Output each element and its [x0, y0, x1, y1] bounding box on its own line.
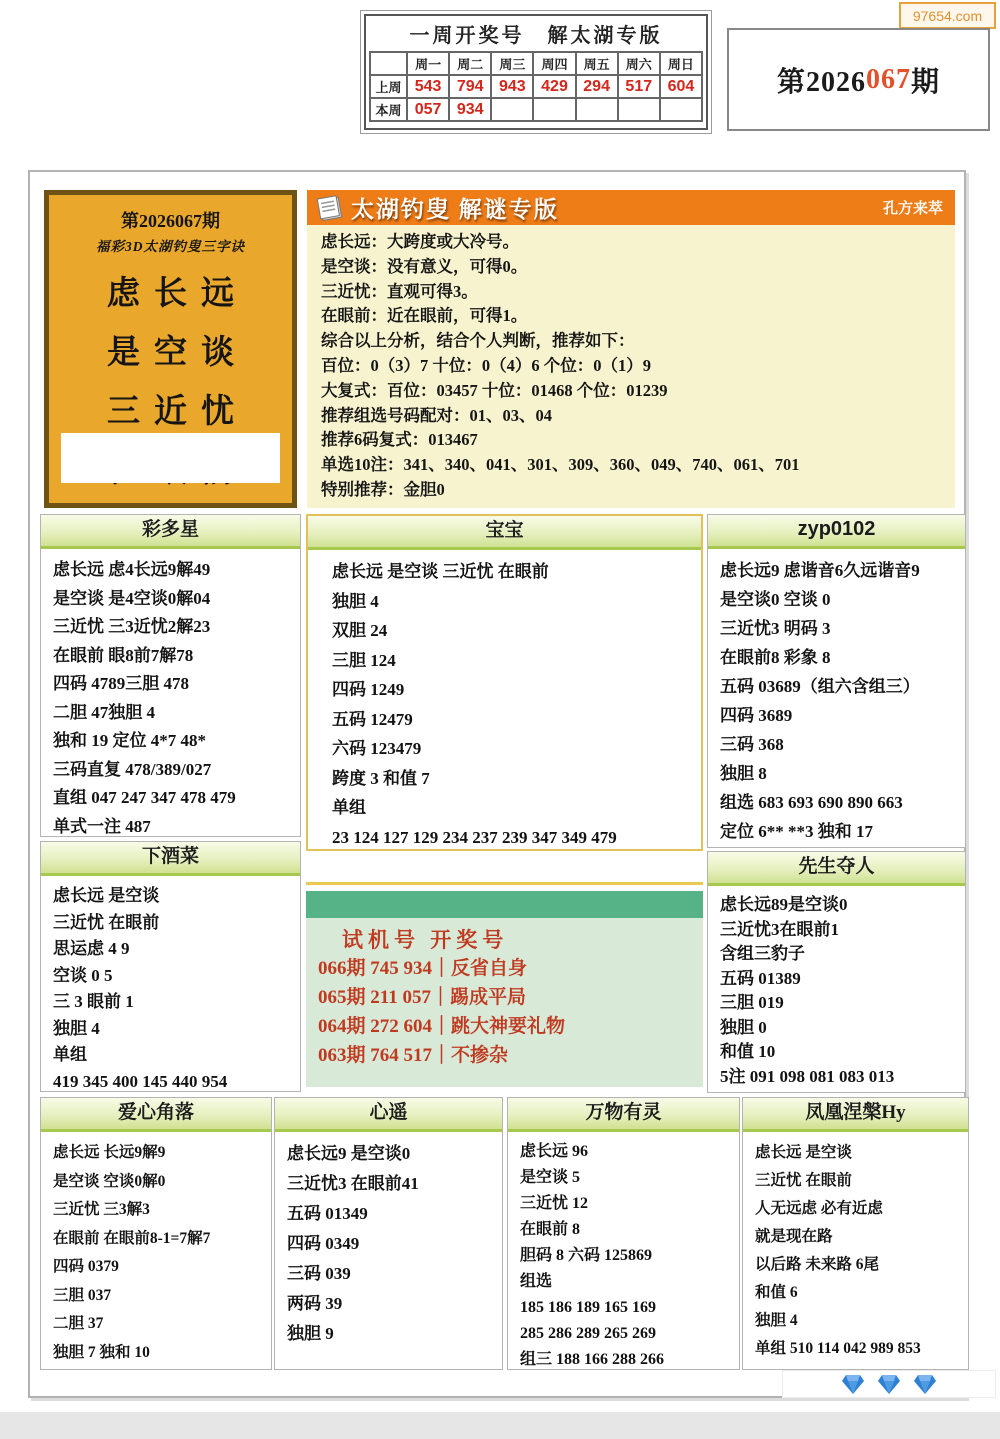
section-title: 宝宝	[308, 516, 701, 550]
section-body	[41, 549, 300, 837]
section-body	[508, 1132, 739, 1370]
tip-line: 独胆 8	[720, 764, 767, 783]
tip-line: 三近忧 三3近忧2解23	[53, 617, 211, 636]
section-caiduoxing	[40, 514, 301, 837]
section-aixin	[40, 1097, 272, 1370]
golden-issue-title: 第2026067期	[121, 211, 220, 231]
section-title: 万物有灵	[508, 1098, 739, 1132]
section-title: zyp0102	[708, 515, 965, 549]
blank-white-area	[61, 433, 280, 483]
tip-line: 五码 03689（组六含组三）	[720, 677, 920, 696]
draw-number: 934	[449, 98, 491, 121]
draw-number	[491, 98, 533, 121]
section-body	[308, 550, 701, 851]
tip-line: 双胆 24	[332, 621, 388, 640]
tip-line: 是空谈 5	[520, 1169, 581, 1186]
tip-line: 胆码 8 六码 125869	[520, 1247, 653, 1264]
tip-line: 虑长远 是空谈	[755, 1144, 852, 1161]
tip-line: 独胆 9	[287, 1324, 334, 1343]
tip-line: 直组 047 247 347 478 479	[53, 788, 236, 807]
analysis-line: 特别推荐：金胆0	[321, 479, 445, 499]
table-row-lastweek	[370, 75, 702, 98]
section-title: 凤凰涅槃Hy	[743, 1098, 968, 1132]
tip-line: 五码 12479	[332, 709, 413, 729]
poem-line: 是空谈	[107, 335, 248, 371]
day-header: 周日	[660, 52, 702, 75]
analysis-line: 推荐组选号码配对：01、03、04	[321, 405, 552, 425]
tip-line: 在眼前8 彩象 8	[720, 648, 831, 667]
analysis-line: 虑长远：大跨度或大冷号。	[321, 232, 519, 251]
tip-line: 虑长远9 虑谐音6久远谐音9	[720, 561, 920, 580]
tip-line: 虑长远89是空谈0	[720, 895, 848, 914]
row-label: 本周	[370, 98, 407, 121]
tip-line: 三近忧3在眼前1	[720, 919, 839, 939]
tip-line: 三码 368	[720, 735, 784, 754]
bottom-gray-strip	[0, 1412, 1000, 1439]
section-title: 心遥	[275, 1098, 502, 1132]
tip-line: 是空谈 是4空谈0解04	[53, 588, 211, 608]
history-row: 063期 764 517｜不掺杂	[318, 1045, 509, 1066]
section-body	[275, 1132, 502, 1349]
section-title: 先生夺人	[708, 852, 965, 886]
draw-number	[618, 98, 660, 121]
tip-line: 三胆 037	[53, 1286, 112, 1304]
tip-line: 独胆 4	[53, 1018, 100, 1038]
tip-line: 虑长远 是空谈	[53, 886, 160, 905]
weekly-panel-title: 一周开奖号 解太湖专版	[409, 25, 663, 47]
tip-line: 虑长远 96	[520, 1143, 589, 1160]
day-header: 周一	[407, 52, 449, 75]
tip-line: 三近忧 在眼前	[53, 912, 160, 932]
table-row-thisweek	[370, 98, 702, 121]
tip-line: 独胆 4	[755, 1312, 798, 1329]
tip-line: 虑长远 是空谈 三近忧 在眼前	[332, 562, 549, 581]
history-box-header-bar	[306, 891, 703, 918]
tip-line: 组三 188 166 288 266	[520, 1351, 665, 1368]
tip-line: 二胆 47独胆 4	[53, 702, 155, 722]
tip-line: 虑长远9 是空谈0	[287, 1144, 411, 1163]
gem-icon	[914, 1375, 936, 1394]
analysis-line: 单选10注：341、340、041、301、309、360、049、740、061、701	[321, 455, 800, 475]
section-baobao	[306, 514, 703, 851]
history-row: 065期 211 057｜踢成平局	[318, 987, 526, 1008]
tip-line: 跨度 3 和值 7	[332, 768, 430, 788]
weekly-numbers-panel	[360, 10, 712, 134]
tip-line: 独胆 4	[332, 591, 379, 611]
section-title: 彩多星	[41, 515, 300, 549]
tip-line: 在眼前 眼8前7解78	[53, 645, 194, 665]
analysis-line: 三近忧：直观可得3。	[321, 281, 478, 301]
golden-poem-box	[44, 190, 297, 508]
tip-line: 单组	[53, 1045, 87, 1064]
day-header: 周五	[576, 52, 618, 75]
analysis-line: 百位：0（3）7 十位：0（4）6 个位：0（1）9	[321, 355, 651, 375]
analysis-line: 在眼前：近在眼前，可得1。	[321, 306, 528, 326]
gem-icon	[878, 1375, 900, 1394]
tip-line: 三码 039	[287, 1264, 351, 1283]
section-xinyao	[274, 1097, 503, 1370]
draw-number: 429	[533, 75, 575, 98]
draw-number	[533, 98, 575, 121]
tip-line: 三近忧 12	[520, 1195, 589, 1212]
draw-number: 604	[660, 75, 702, 98]
history-row: 066期 745 934｜反省自身	[318, 958, 528, 979]
tip-line: 三近忧 在眼前	[755, 1172, 852, 1189]
tip-line: 五码 01389	[720, 968, 801, 988]
tip-line: 单式一注 487	[53, 816, 151, 836]
tip-line: 在眼前 在眼前8-1=7解7	[53, 1229, 211, 1247]
section-body	[708, 549, 965, 846]
tip-line: 在眼前 8	[520, 1221, 581, 1238]
draw-number: 057	[407, 98, 449, 121]
tip-line: 三近忧3 明码 3	[720, 619, 831, 638]
day-header: 周四	[533, 52, 575, 75]
draw-number	[660, 98, 702, 121]
taihu-title: 太湖钓叟 解谜专版	[351, 197, 559, 222]
day-header: 周三	[491, 52, 533, 75]
issue-prefix: 第2026	[776, 66, 866, 98]
tip-line: 185 186 189 165 169	[520, 1299, 656, 1316]
tip-line: 单组	[332, 798, 366, 817]
day-header: 周二	[449, 52, 491, 75]
analysis-line: 大复式：百位：03457 十位：01468 个位：01239	[321, 380, 668, 400]
tip-line: 两码 39	[287, 1294, 343, 1313]
section-wanwu	[507, 1097, 740, 1370]
tip-line: 四码 0379	[53, 1258, 119, 1275]
tip-line: 五码 01349	[287, 1204, 368, 1223]
gem-icon	[842, 1375, 864, 1394]
taihu-analysis-panel	[307, 190, 955, 508]
tip-line: 空谈 0 5	[53, 965, 113, 985]
tip-line: 三 3 眼前 1	[53, 992, 134, 1011]
notepad-icon	[315, 194, 345, 222]
tip-line: 是空谈 空谈0解0	[53, 1172, 166, 1190]
section-zyp0102	[707, 514, 966, 848]
tip-line: 四码 3689	[720, 706, 793, 725]
section-body	[41, 876, 300, 1092]
tip-line: 独和 19 定位 4*7 48*	[53, 731, 206, 750]
table-header-row	[370, 52, 702, 75]
poem-line: 三近忧	[107, 394, 248, 430]
section-body	[708, 886, 965, 1089]
draw-number	[576, 98, 618, 121]
tip-line: 定位 6** **3 独和 17	[720, 822, 873, 841]
tip-line: 四码 1249	[332, 680, 405, 699]
history-row: 064期 272 604｜跳大神要礼物	[318, 1016, 566, 1037]
corner-cell	[370, 52, 407, 75]
analysis-line: 是空谈：没有意义，可得0。	[321, 256, 528, 276]
taihu-body	[307, 225, 955, 503]
tip-line: 六码 123479	[332, 739, 422, 758]
issue-number: 067	[866, 63, 911, 95]
section-title: 下酒菜	[41, 842, 300, 876]
tip-line: 人无远虑 必有近虑	[755, 1200, 883, 1217]
draw-number: 794	[449, 75, 491, 98]
site-badge-link[interactable]: 97654.com	[899, 2, 996, 29]
tip-line: 三码直复 478/389/027	[53, 759, 212, 779]
tip-line: 285 286 289 265 269	[520, 1325, 656, 1342]
tip-line: 四码 4789三胆 478	[53, 674, 189, 693]
tip-line: 四码 0349	[287, 1234, 360, 1253]
main-content-frame	[28, 170, 966, 1398]
section-xiajiucai	[40, 841, 301, 1092]
section-xiansheng	[707, 851, 966, 1093]
yellow-divider	[306, 882, 703, 885]
tip-line: 三胆 124	[332, 650, 396, 670]
golden-subtitle: 福彩3D太湖钓叟三字诀	[96, 239, 245, 254]
tip-line: 三近忧3 在眼前41	[287, 1174, 419, 1193]
tip-line: 独胆 0	[720, 1017, 767, 1037]
tip-line: 思运虑 4 9	[53, 939, 130, 958]
tip-line: 以后路 未来路 6尾	[755, 1256, 880, 1273]
weekly-numbers-table	[369, 51, 703, 122]
tip-line: 是空谈0 空谈 0	[720, 590, 831, 609]
analysis-line: 综合以上分析，结合个人判断，推荐如下：	[321, 331, 635, 351]
day-header: 周六	[618, 52, 660, 75]
issue-suffix: 期	[911, 66, 941, 98]
weekly-numbers-inner	[364, 14, 708, 130]
tip-line: 就是现在路	[755, 1228, 833, 1245]
history-title: 试机号 开奖号	[342, 928, 509, 952]
draw-number: 294	[576, 75, 618, 98]
tip-line: 含组三豹子	[720, 944, 805, 963]
section-body	[41, 1132, 271, 1367]
tip-line: 5注 091 098 081 083 013	[720, 1066, 895, 1086]
draw-number: 517	[618, 75, 660, 98]
section-body	[743, 1132, 968, 1363]
tip-line: 二胆 37	[53, 1315, 104, 1332]
history-box	[306, 891, 703, 1087]
tip-line: 单组 510 114 042 989 853	[755, 1340, 921, 1357]
analysis-line: 推荐6码复式：013467	[321, 430, 478, 450]
taihu-header-right: 孔方来萃	[882, 201, 943, 217]
poem-line: 虑长远	[107, 276, 248, 312]
tip-line: 和值 6	[755, 1284, 798, 1301]
draw-number: 943	[491, 75, 533, 98]
tip-line: 虑长远 虑4长远9解49	[53, 560, 211, 579]
section-title: 爱心角落	[41, 1098, 271, 1132]
section-fenghuang	[742, 1097, 969, 1370]
tip-line: 23 124 127 129 234 237 239 347 349 479	[332, 827, 617, 847]
history-box-body	[306, 918, 703, 1087]
tip-line: 独胆 7 独和 10	[53, 1343, 150, 1361]
tip-line: 组选 683 693 690 890 663	[720, 793, 903, 812]
draw-number: 543	[407, 75, 449, 98]
taihu-header	[307, 190, 955, 225]
issue-number-box	[727, 28, 990, 131]
row-label: 上周	[370, 75, 407, 98]
tip-line: 和值 10	[720, 1042, 776, 1061]
gems-footer-box	[782, 1370, 996, 1398]
tip-line: 三胆 019	[720, 993, 784, 1012]
tip-line: 虑长远 长远9解9	[53, 1144, 166, 1161]
tip-line: 419 345 400 145 440 954	[53, 1071, 228, 1091]
tip-line: 组选	[520, 1273, 553, 1290]
tip-line: 三近忧 三3解3	[53, 1201, 150, 1218]
